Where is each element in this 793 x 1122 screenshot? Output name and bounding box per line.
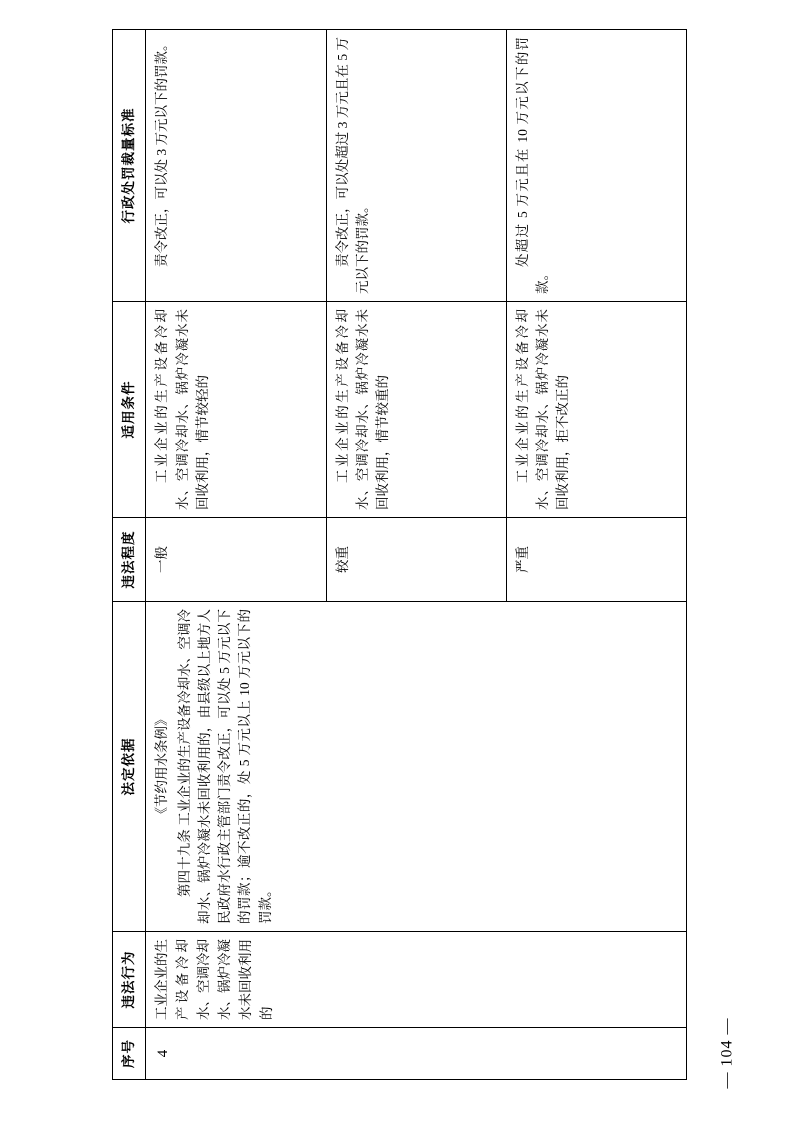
illegal-action-text: 工业企业的生产设备冷却水、空调冷却水、锅炉冷凝水未回收利用的 — [154, 939, 274, 1020]
degree-level-text: 严重 — [514, 546, 530, 573]
legal-basis-body: 第四十九条 工业企业的生产设备冷却水、空调冷却水、锅炉冷凝水未回收利用的，由县级以上地方人民政府水行政主管部门责令改正，可以处 5 万元以下的罚款；逾不改正的，处 5 万元以上 10 万元以下的罚款。 — [176, 609, 273, 924]
condition-text: 工业企业的生产设备冷却水、空调冷却水、锅炉冷凝水未回收利用，情节较重的 — [334, 309, 390, 510]
cell-illegal-action — [146, 932, 687, 1028]
sequence-number-text: 4 — [155, 1049, 172, 1058]
column-header-condition: 适用条件 — [113, 302, 146, 518]
degree-level-text: 一般 — [154, 546, 170, 573]
cell-condition-serious — [326, 302, 506, 518]
column-header-seq: 序号 — [113, 1028, 146, 1080]
table-header-row — [113, 30, 146, 1080]
column-header-standard: 行政处罚裁量标准 — [113, 30, 146, 302]
column-header-basis: 法定依据 — [113, 602, 146, 932]
cell-standard-severe — [506, 30, 686, 302]
standard-text: 责令改正，可以处超过 3 万元且在 5 万元以下的罚款。 — [334, 37, 370, 294]
page-number: — 104 — — [718, 1017, 736, 1089]
table-row — [146, 30, 326, 1080]
cell-legal-basis — [146, 602, 687, 932]
cell-sequence-number — [146, 1028, 687, 1080]
cell-condition-general — [146, 302, 326, 518]
cell-standard-serious — [326, 30, 506, 302]
cell-condition-severe — [506, 302, 686, 518]
degree-level-text: 较重 — [334, 546, 350, 573]
cell-degree-serious — [326, 518, 506, 602]
cell-degree-general — [146, 518, 326, 602]
standard-text: 责令改正，可以处 3 万元以下的罚款。 — [154, 37, 170, 267]
column-header-degree: 违法程度 — [113, 518, 146, 602]
column-header-action: 违法行为 — [113, 932, 146, 1028]
rotated-content-wrapper — [112, 30, 687, 1080]
condition-text: 工业企业的生产设备冷却水、空调冷却水、锅炉冷凝水未回收利用，情节较轻的 — [154, 309, 210, 510]
cell-standard-general — [146, 30, 326, 302]
cell-degree-severe — [506, 518, 686, 602]
standard-text: 处超过 5 万元且在 10 万元以下的罚款。 — [514, 37, 550, 294]
condition-text: 工业企业的生产设备冷却水、空调冷却水、锅炉冷凝水未回收利用，拒不改正的 — [514, 309, 571, 510]
penalty-discretion-table — [112, 29, 687, 1080]
legal-basis-title: 《节约用水条例》 — [154, 712, 170, 821]
